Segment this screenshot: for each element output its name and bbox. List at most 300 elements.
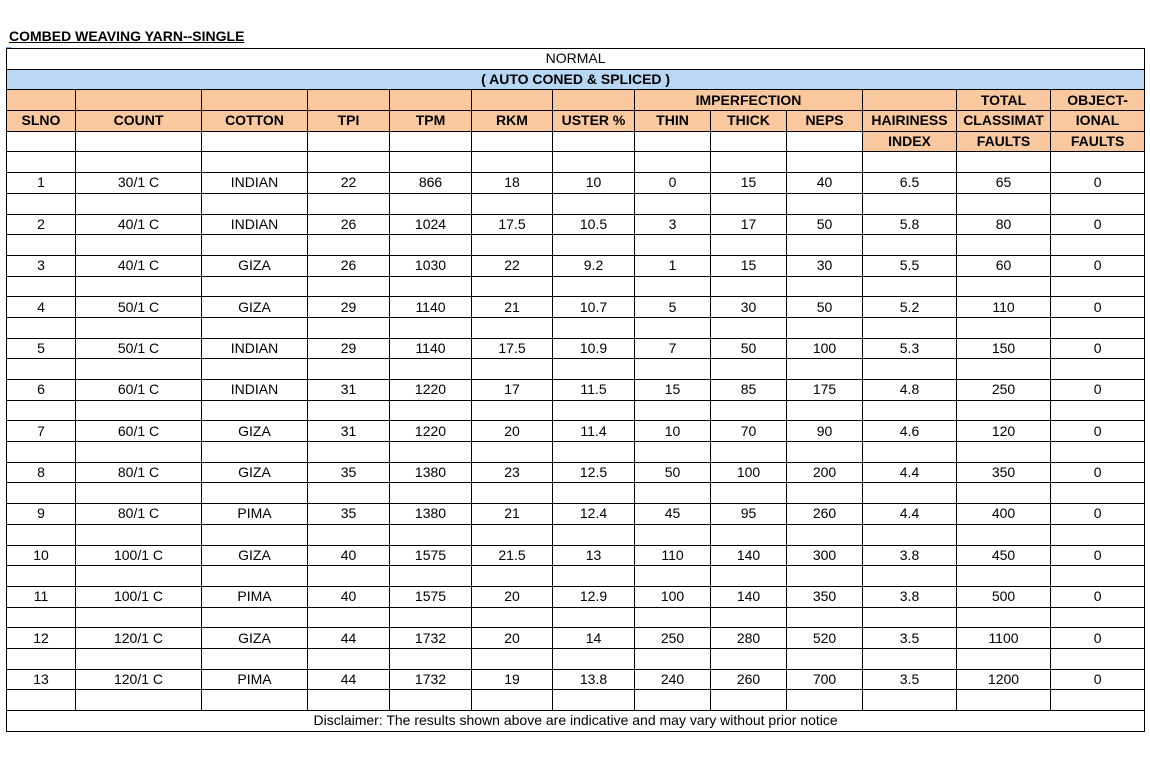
cell-count: 100/1 C: [76, 545, 202, 566]
empty-cell: [787, 400, 863, 421]
empty-cell: [7, 524, 76, 545]
header-classimat-faults: FAULTS: [957, 131, 1051, 152]
cell-classimat: 65: [957, 173, 1051, 194]
empty-cell: [7, 235, 76, 256]
cell-tpm: 1575: [390, 586, 472, 607]
empty-cell: [787, 648, 863, 669]
header-count: COUNT: [76, 111, 202, 132]
empty-cell: [957, 152, 1051, 173]
cell-thin: 45: [635, 504, 711, 525]
cell-thick: 50: [711, 338, 787, 359]
cell-thin: 240: [635, 669, 711, 690]
disclaimer-row: [7, 711, 1145, 732]
cell-thin: 110: [635, 545, 711, 566]
cell-count: 40/1 C: [76, 255, 202, 276]
cell-rkm: 18: [472, 173, 553, 194]
table-row: [7, 173, 1145, 194]
cell-classimat: 1200: [957, 669, 1051, 690]
cell-thick: 140: [711, 545, 787, 566]
empty-cell: [1051, 483, 1145, 504]
empty-cell: [635, 193, 711, 214]
empty-cell: [787, 524, 863, 545]
header-blank: [76, 90, 202, 111]
empty-cell: [635, 566, 711, 587]
empty-cell: [308, 607, 390, 628]
spacer-row: [7, 359, 1145, 380]
empty-cell: [472, 235, 553, 256]
cell-rkm: 21.5: [472, 545, 553, 566]
header-blank: [308, 90, 390, 111]
empty-cell: [863, 400, 957, 421]
cell-count: 60/1 C: [76, 421, 202, 442]
empty-cell: [711, 648, 787, 669]
empty-cell: [787, 193, 863, 214]
empty-cell: [472, 276, 553, 297]
empty-cell: [390, 566, 472, 587]
cell-tpi: 29: [308, 297, 390, 318]
cell-count: 40/1 C: [76, 214, 202, 235]
empty-cell: [472, 566, 553, 587]
cell-neps: 50: [787, 297, 863, 318]
empty-cell: [957, 193, 1051, 214]
empty-cell: [863, 442, 957, 463]
empty-cell: [957, 442, 1051, 463]
cell-count: 50/1 C: [76, 338, 202, 359]
empty-cell: [957, 648, 1051, 669]
cell-uster: 10.5: [553, 214, 635, 235]
cell-neps: 100: [787, 338, 863, 359]
empty-cell: [863, 193, 957, 214]
header-rkm: RKM: [472, 111, 553, 132]
cell-tpm: 1024: [390, 214, 472, 235]
empty-cell: [1051, 152, 1145, 173]
empty-cell: [553, 359, 635, 380]
empty-cell: [1051, 607, 1145, 628]
empty-cell: [308, 152, 390, 173]
header-blank: [711, 131, 787, 152]
banner-normal: NORMAL: [7, 49, 1145, 70]
cell-hairiness: 3.8: [863, 545, 957, 566]
empty-cell: [553, 607, 635, 628]
empty-cell: [863, 317, 957, 338]
cell-thick: 85: [711, 380, 787, 401]
cell-objectional: 0: [1051, 338, 1145, 359]
empty-cell: [635, 648, 711, 669]
cell-tpm: 1220: [390, 380, 472, 401]
cell-thin: 1: [635, 255, 711, 276]
empty-cell: [711, 483, 787, 504]
cell-hairiness: 3.8: [863, 586, 957, 607]
empty-cell: [472, 648, 553, 669]
cell-classimat: 450: [957, 545, 1051, 566]
empty-cell: [787, 235, 863, 256]
header-blank: [553, 131, 635, 152]
empty-cell: [472, 524, 553, 545]
cell-tpi: 22: [308, 173, 390, 194]
empty-cell: [553, 690, 635, 711]
cell-thin: 3: [635, 214, 711, 235]
cell-classimat: 60: [957, 255, 1051, 276]
empty-cell: [7, 566, 76, 587]
empty-cell: [308, 235, 390, 256]
cell-rkm: 20: [472, 421, 553, 442]
spacer-row: [7, 317, 1145, 338]
empty-cell: [202, 648, 308, 669]
empty-cell: [390, 690, 472, 711]
empty-cell: [957, 524, 1051, 545]
cell-rkm: 20: [472, 628, 553, 649]
table-row: [7, 255, 1145, 276]
cell-neps: 700: [787, 669, 863, 690]
empty-cell: [202, 566, 308, 587]
empty-cell: [7, 317, 76, 338]
cell-thin: 10: [635, 421, 711, 442]
cell-objectional: 0: [1051, 586, 1145, 607]
header-blank: [472, 131, 553, 152]
header-blank: [202, 90, 308, 111]
cell-thin: 50: [635, 462, 711, 483]
spacer-row: [7, 566, 1145, 587]
cell-neps: 90: [787, 421, 863, 442]
empty-cell: [711, 607, 787, 628]
cell-neps: 175: [787, 380, 863, 401]
empty-cell: [711, 317, 787, 338]
empty-cell: [553, 483, 635, 504]
empty-cell: [472, 400, 553, 421]
empty-cell: [390, 607, 472, 628]
spacer-row: [7, 276, 1145, 297]
empty-cell: [202, 276, 308, 297]
cell-slno: 5: [7, 338, 76, 359]
cell-objectional: 0: [1051, 504, 1145, 525]
empty-cell: [787, 317, 863, 338]
cell-rkm: 17.5: [472, 338, 553, 359]
cell-uster: 14: [553, 628, 635, 649]
header-tpi: TPI: [308, 111, 390, 132]
cell-neps: 50: [787, 214, 863, 235]
empty-cell: [863, 235, 957, 256]
empty-cell: [76, 648, 202, 669]
cell-cotton: GIZA: [202, 421, 308, 442]
cell-tpm: 866: [390, 173, 472, 194]
header-objectional-part2: IONAL: [1051, 111, 1145, 132]
cell-objectional: 0: [1051, 421, 1145, 442]
header-blank: [787, 131, 863, 152]
cell-count: 80/1 C: [76, 462, 202, 483]
empty-cell: [472, 483, 553, 504]
cell-thick: 140: [711, 586, 787, 607]
empty-cell: [1051, 648, 1145, 669]
banner-auto-coned: ( AUTO CONED & SPLICED ): [7, 69, 1145, 90]
cell-slno: 4: [7, 297, 76, 318]
empty-cell: [635, 400, 711, 421]
cell-hairiness: 5.3: [863, 338, 957, 359]
cell-thick: 15: [711, 255, 787, 276]
header-row-1: [7, 90, 1145, 111]
empty-cell: [863, 276, 957, 297]
header-imperfection: IMPERFECTION: [635, 90, 863, 111]
header-neps: NEPS: [787, 111, 863, 132]
cell-count: 60/1 C: [76, 380, 202, 401]
empty-cell: [957, 566, 1051, 587]
empty-cell: [553, 152, 635, 173]
cell-classimat: 110: [957, 297, 1051, 318]
empty-cell: [957, 690, 1051, 711]
cell-hairiness: 4.4: [863, 462, 957, 483]
empty-cell: [390, 152, 472, 173]
header-row-3: [7, 131, 1145, 152]
spacer-row: [7, 235, 1145, 256]
header-blank: [76, 131, 202, 152]
empty-cell: [863, 359, 957, 380]
empty-cell: [390, 235, 472, 256]
header-uster: USTER %: [553, 111, 635, 132]
empty-cell: [711, 400, 787, 421]
spacer-row: [7, 442, 1145, 463]
cell-cotton: INDIAN: [202, 214, 308, 235]
empty-cell: [76, 524, 202, 545]
cell-uster: 11.4: [553, 421, 635, 442]
empty-cell: [863, 566, 957, 587]
empty-cell: [7, 648, 76, 669]
empty-cell: [1051, 235, 1145, 256]
empty-cell: [553, 276, 635, 297]
cell-objectional: 0: [1051, 380, 1145, 401]
cell-cotton: PIMA: [202, 504, 308, 525]
empty-cell: [635, 607, 711, 628]
spacer-row: [7, 648, 1145, 669]
empty-cell: [787, 566, 863, 587]
cell-tpi: 44: [308, 628, 390, 649]
banner-row-auto: [7, 69, 1145, 90]
header-hairiness-index: INDEX: [863, 131, 957, 152]
empty-cell: [553, 566, 635, 587]
cell-cotton: GIZA: [202, 255, 308, 276]
cell-tpi: 26: [308, 255, 390, 276]
table-row: [7, 462, 1145, 483]
cell-hairiness: 5.8: [863, 214, 957, 235]
cell-uster: 11.5: [553, 380, 635, 401]
sheet-title: COMBED WEAVING YARN--SINGLE: [9, 28, 245, 44]
cell-uster: 12.9: [553, 586, 635, 607]
cell-tpm: 1380: [390, 462, 472, 483]
empty-cell: [635, 359, 711, 380]
cell-tpi: 44: [308, 669, 390, 690]
cell-rkm: 23: [472, 462, 553, 483]
header-blank: [635, 131, 711, 152]
table-row: [7, 214, 1145, 235]
empty-cell: [308, 524, 390, 545]
cell-neps: 520: [787, 628, 863, 649]
empty-cell: [390, 442, 472, 463]
cell-uster: 10: [553, 173, 635, 194]
empty-cell: [308, 359, 390, 380]
empty-cell: [957, 235, 1051, 256]
cell-neps: 200: [787, 462, 863, 483]
empty-cell: [553, 235, 635, 256]
cell-thick: 15: [711, 173, 787, 194]
cell-cotton: INDIAN: [202, 380, 308, 401]
cell-cotton: GIZA: [202, 297, 308, 318]
empty-cell: [1051, 566, 1145, 587]
spacer-row: [7, 152, 1145, 173]
table-row: [7, 338, 1145, 359]
empty-cell: [635, 483, 711, 504]
spacer-row: [7, 607, 1145, 628]
disclaimer-text: Disclaimer: The results shown above are indicative and may vary without prior notice: [7, 711, 1145, 732]
cell-tpi: 35: [308, 504, 390, 525]
cell-slno: 7: [7, 421, 76, 442]
cell-tpi: 26: [308, 214, 390, 235]
table-row: [7, 545, 1145, 566]
empty-cell: [76, 483, 202, 504]
empty-cell: [957, 359, 1051, 380]
empty-cell: [863, 607, 957, 628]
empty-cell: [390, 359, 472, 380]
empty-cell: [390, 400, 472, 421]
cell-slno: 12: [7, 628, 76, 649]
spacer-row: [7, 193, 1145, 214]
empty-cell: [711, 690, 787, 711]
cell-thick: 30: [711, 297, 787, 318]
cell-uster: 12.5: [553, 462, 635, 483]
empty-cell: [472, 690, 553, 711]
empty-cell: [863, 152, 957, 173]
cell-hairiness: 4.8: [863, 380, 957, 401]
header-classimat: CLASSIMAT: [957, 111, 1051, 132]
cell-objectional: 0: [1051, 255, 1145, 276]
empty-cell: [787, 690, 863, 711]
empty-cell: [7, 193, 76, 214]
cell-classimat: 120: [957, 421, 1051, 442]
empty-cell: [76, 193, 202, 214]
cell-thick: 260: [711, 669, 787, 690]
empty-cell: [472, 317, 553, 338]
cell-thin: 250: [635, 628, 711, 649]
cell-neps: 40: [787, 173, 863, 194]
empty-cell: [7, 359, 76, 380]
empty-cell: [787, 152, 863, 173]
cell-objectional: 0: [1051, 669, 1145, 690]
empty-cell: [553, 400, 635, 421]
empty-cell: [76, 566, 202, 587]
cell-neps: 350: [787, 586, 863, 607]
empty-cell: [472, 152, 553, 173]
empty-cell: [472, 359, 553, 380]
empty-cell: [635, 524, 711, 545]
empty-cell: [787, 442, 863, 463]
cell-objectional: 0: [1051, 214, 1145, 235]
header-blank: [202, 131, 308, 152]
cell-thick: 95: [711, 504, 787, 525]
empty-cell: [472, 193, 553, 214]
cell-slno: 10: [7, 545, 76, 566]
empty-cell: [76, 442, 202, 463]
cell-uster: 10.9: [553, 338, 635, 359]
empty-cell: [390, 648, 472, 669]
empty-cell: [308, 400, 390, 421]
cell-cotton: GIZA: [202, 462, 308, 483]
empty-cell: [472, 607, 553, 628]
empty-cell: [711, 152, 787, 173]
empty-cell: [7, 690, 76, 711]
cell-hairiness: 4.6: [863, 421, 957, 442]
empty-cell: [1051, 317, 1145, 338]
empty-cell: [863, 648, 957, 669]
empty-cell: [390, 276, 472, 297]
empty-cell: [1051, 524, 1145, 545]
cell-count: 100/1 C: [76, 586, 202, 607]
cell-uster: 9.2: [553, 255, 635, 276]
cell-tpm: 1140: [390, 297, 472, 318]
cell-cotton: INDIAN: [202, 173, 308, 194]
empty-cell: [711, 442, 787, 463]
empty-cell: [7, 442, 76, 463]
empty-cell: [308, 566, 390, 587]
cell-thin: 0: [635, 173, 711, 194]
empty-cell: [308, 648, 390, 669]
empty-cell: [390, 524, 472, 545]
header-thick: THICK: [711, 111, 787, 132]
empty-cell: [7, 400, 76, 421]
empty-cell: [863, 483, 957, 504]
table-row: [7, 297, 1145, 318]
cell-slno: 3: [7, 255, 76, 276]
spacer-row: [7, 524, 1145, 545]
cell-slno: 2: [7, 214, 76, 235]
cell-count: 120/1 C: [76, 628, 202, 649]
header-blank: [472, 90, 553, 111]
empty-cell: [202, 193, 308, 214]
cell-classimat: 80: [957, 214, 1051, 235]
empty-cell: [1051, 442, 1145, 463]
cell-hairiness: 6.5: [863, 173, 957, 194]
empty-cell: [308, 317, 390, 338]
banner-row-normal: [7, 49, 1145, 70]
header-blank: [390, 90, 472, 111]
cell-tpi: 40: [308, 586, 390, 607]
empty-cell: [202, 235, 308, 256]
empty-cell: [7, 483, 76, 504]
empty-cell: [711, 524, 787, 545]
empty-cell: [308, 690, 390, 711]
cell-uster: 12.4: [553, 504, 635, 525]
empty-cell: [635, 690, 711, 711]
empty-cell: [711, 235, 787, 256]
empty-cell: [308, 442, 390, 463]
cell-tpi: 31: [308, 421, 390, 442]
empty-cell: [76, 690, 202, 711]
cell-uster: 13.8: [553, 669, 635, 690]
header-thin: THIN: [635, 111, 711, 132]
cell-classimat: 350: [957, 462, 1051, 483]
cell-neps: 260: [787, 504, 863, 525]
empty-cell: [711, 566, 787, 587]
spacer-row: [7, 483, 1145, 504]
empty-cell: [308, 193, 390, 214]
empty-cell: [787, 359, 863, 380]
header-blank: [863, 90, 957, 111]
yarn-spec-table: [6, 48, 1145, 732]
cell-count: 50/1 C: [76, 297, 202, 318]
cell-thick: 100: [711, 462, 787, 483]
empty-cell: [390, 317, 472, 338]
empty-cell: [553, 317, 635, 338]
empty-cell: [202, 524, 308, 545]
empty-cell: [390, 193, 472, 214]
empty-cell: [635, 442, 711, 463]
cell-cotton: PIMA: [202, 586, 308, 607]
